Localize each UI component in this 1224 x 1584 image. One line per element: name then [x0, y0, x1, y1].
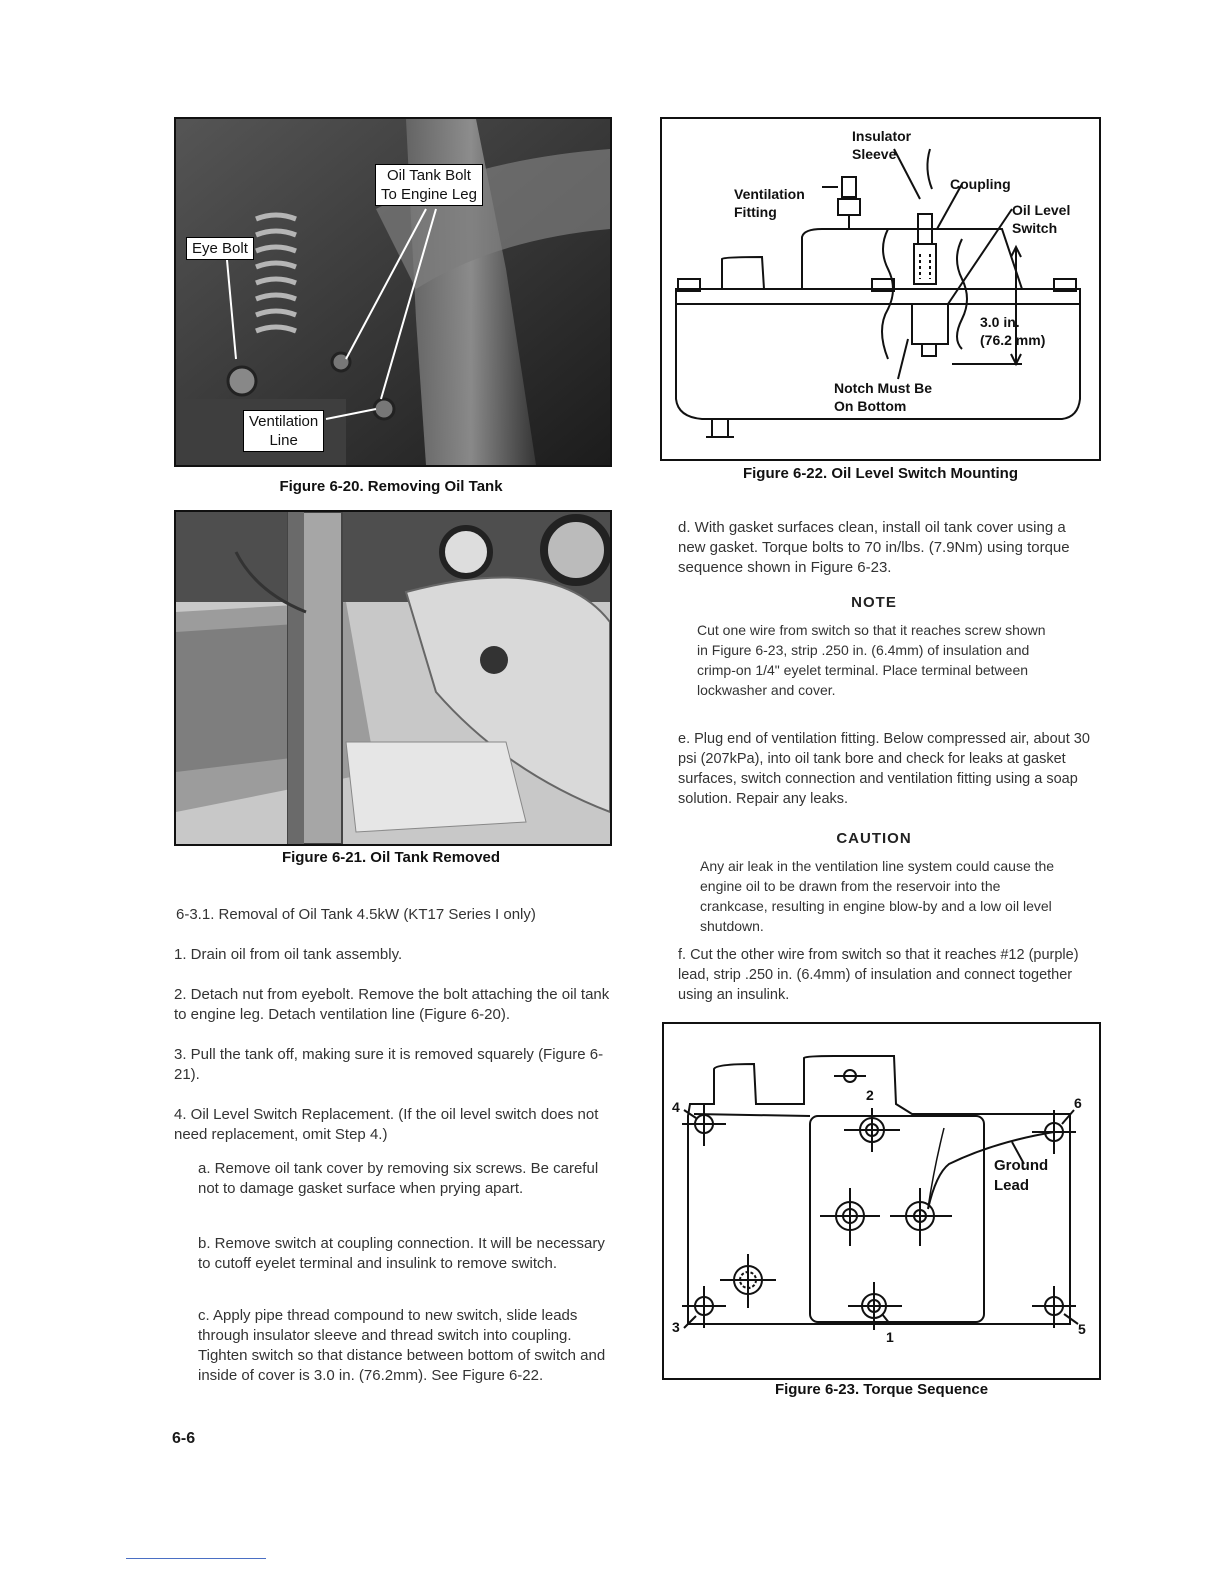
notch-label: Notch Must Be On Bottom [834, 380, 932, 414]
step-4c-text: c. Apply pipe thread compound to new switch, slide leads through insulator sleeve and thread switch into coupling. Tighten switch so that distance between bottom of switch and inside of cover is 3.0 in. (76.2mm). See Figure 6-22. [198, 1307, 606, 1384]
torque-number-3: 3 [672, 1319, 680, 1335]
figure-6-22-caption: Figure 6-22. Oil Level Switch Mounting [742, 465, 1019, 482]
step-3-text: 3. Pull the tank off, making sure it is removed squarely (Figure 6-21). [174, 1046, 604, 1083]
section-title: 6-3.1. Removal of Oil Tank 4.5kW (KT17 Series I only) [176, 906, 536, 923]
tank-removed-illustration [176, 512, 610, 844]
caution-text: Any air leak in the ventilation line system could cause the engine oil to be drawn from the reservoir into the crankcase, resulting in engine blow-by and a low oil level shutdown. [700, 858, 1055, 934]
note-heading: NOTE [851, 594, 897, 611]
torque-number-2: 2 [866, 1087, 874, 1103]
torque-number-4: 4 [672, 1099, 680, 1115]
torque-sequence-drawing [664, 1024, 1099, 1378]
page-number: 6-6 [172, 1430, 196, 1447]
figure-6-20-caption: Figure 6-20. Removing Oil Tank [279, 478, 503, 495]
footer-rule [126, 1558, 266, 1559]
figure-6-21-photo [174, 510, 612, 846]
step-4b-text: b. Remove switch at coupling connection. It will be necessary to cutoff eyelet terminal and insulink to remove switch. [198, 1235, 605, 1272]
step-d-text: d. With gasket surfaces clean, install oil tank cover using a new gasket. Torque bolts to 70 in/lbs. (7.9Nm) using torque sequence shown in Figure 6-23. [678, 519, 1070, 576]
step-4-text: 4. Oil Level Switch Replacement. (If the oil level switch does not need replacement, omit Step 4.) [174, 1106, 599, 1143]
insulator-sleeve-label: Insulator Sleeve [852, 128, 912, 162]
oil-tank-bolt-callout: Oil Tank Bolt To Engine Leg [375, 164, 483, 206]
step-4a-text: a. Remove oil tank cover by removing six screws. Be careful not to damage gasket surface when prying apart. [198, 1160, 599, 1197]
torque-number-5: 5 [1078, 1321, 1086, 1337]
torque-number-1: 1 [886, 1329, 894, 1345]
figure-6-23-caption: Figure 6-23. Torque Sequence [774, 1381, 989, 1398]
ground-lead-label: Ground Lead [994, 1157, 1049, 1194]
coupling-label: Coupling [950, 176, 1011, 192]
figure-6-23-diagram [662, 1022, 1101, 1380]
ventilation-fitting-label: Ventilation Fitting [734, 186, 805, 220]
step-e-text: e. Plug end of ventilation fitting. Below compressed air, about 30 psi (207kPa), into oil tank bore and check for leaks at gasket surfaces, switch connection and ventilation fitting using a soap solution. Repair any leaks. [678, 731, 1090, 807]
oil-level-switch-label: Oil Level Switch [1012, 202, 1071, 236]
caution-heading: CAUTION [836, 830, 912, 847]
step-1-text: 1. Drain oil from oil tank assembly. [174, 946, 403, 963]
figure-6-21-caption: Figure 6-21. Oil Tank Removed [281, 849, 501, 866]
step-2-text: 2. Detach nut from eyebolt. Remove the bolt attaching the oil tank to engine leg. Detach ventilation line (Figure 6-20). [174, 986, 610, 1023]
ventilation-line-callout: Ventilation Line [243, 410, 324, 452]
torque-number-6: 6 [1074, 1095, 1082, 1111]
figure-6-22-diagram [660, 117, 1101, 461]
step-f-text: f. Cut the other wire from switch so that it reaches #12 (purple) lead, strip .250 in. (6.4mm) of insulation and connect together using an insulink. [678, 947, 1079, 1003]
note-text: Cut one wire from switch so that it reaches screw shown in Figure 6-23, strip .250 in. (6.4mm) of insulation and crimp-on 1/4" eyelet terminal. Place terminal between lockwasher and cover. [697, 622, 1046, 698]
dimension-label: 3.0 in. (76.2 mm) [980, 314, 1046, 348]
eye-bolt-callout: Eye Bolt [186, 237, 254, 260]
